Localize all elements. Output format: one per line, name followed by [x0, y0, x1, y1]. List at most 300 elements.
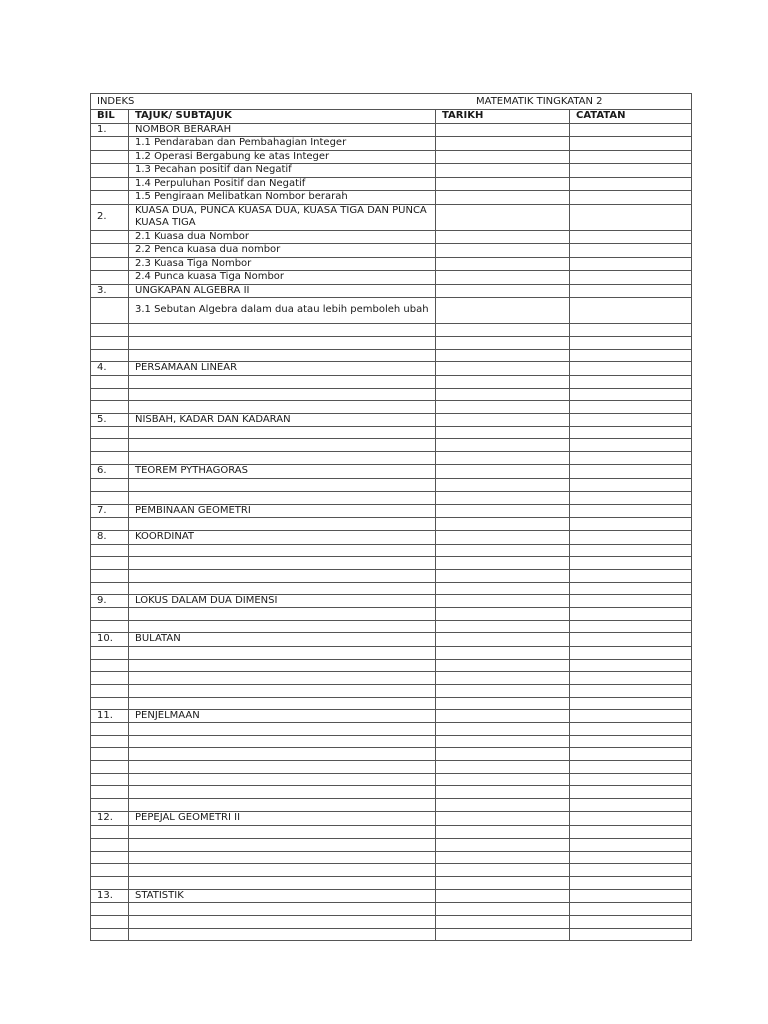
table-row	[91, 929, 692, 941]
notes-cell	[570, 786, 692, 799]
notes-cell	[570, 889, 692, 903]
topic-cell	[129, 427, 436, 439]
notes-cell	[570, 177, 692, 191]
table-row	[91, 659, 692, 671]
date-cell	[436, 594, 570, 608]
topic-cell	[129, 375, 436, 388]
notes-cell	[570, 150, 692, 164]
topic-cell	[129, 723, 436, 736]
topic-cell	[129, 851, 436, 863]
date-cell	[436, 621, 570, 633]
table-row	[91, 582, 692, 594]
bil-cell	[91, 271, 129, 285]
notes-cell	[570, 123, 692, 137]
table-row	[91, 916, 692, 929]
topic-cell: 1.4 Perpuluhan Positif dan Negatif	[129, 177, 436, 191]
topic-cell: NOMBOR BERARAH	[129, 123, 436, 137]
date-cell	[436, 413, 570, 427]
topic-cell: STATISTIK	[129, 889, 436, 903]
bil-cell	[91, 621, 129, 633]
notes-cell	[570, 375, 692, 388]
topic-cell	[129, 761, 436, 774]
table-row	[91, 684, 692, 697]
topic-cell	[129, 518, 436, 531]
table-row	[91, 851, 692, 863]
notes-cell	[570, 903, 692, 916]
table-row	[91, 786, 692, 799]
bil-cell: 7.	[91, 504, 129, 518]
notes-cell	[570, 452, 692, 465]
table-row	[91, 337, 692, 350]
table-row	[91, 594, 692, 608]
column-header-notes: CATATAN	[570, 110, 692, 124]
table-row	[91, 697, 692, 709]
notes-cell	[570, 350, 692, 362]
topic-cell: NISBAH, KADAR DAN KADARAN	[129, 413, 436, 427]
bil-cell	[91, 903, 129, 916]
bil-cell	[91, 324, 129, 337]
notes-cell	[570, 362, 692, 376]
date-cell	[436, 684, 570, 697]
table-row	[91, 350, 692, 362]
topic-cell: PEMBINAAN GEOMETRI	[129, 504, 436, 518]
date-cell	[436, 876, 570, 889]
notes-cell	[570, 582, 692, 594]
subject-title: MATEMATIK TINGKATAN 2	[476, 96, 603, 107]
topic-cell	[129, 608, 436, 621]
topic-cell	[129, 659, 436, 671]
date-cell	[436, 903, 570, 916]
date-cell	[436, 324, 570, 337]
topic-cell: PEPEJAL GEOMETRI II	[129, 812, 436, 826]
topic-cell	[129, 774, 436, 786]
topic-cell	[129, 697, 436, 709]
topic-cell: BULATAN	[129, 633, 436, 647]
table-row	[91, 137, 692, 151]
notes-cell	[570, 748, 692, 761]
table-row	[91, 164, 692, 178]
notes-cell	[570, 863, 692, 876]
notes-cell	[570, 518, 692, 531]
bil-cell	[91, 786, 129, 799]
date-cell	[436, 337, 570, 350]
index-table	[90, 93, 692, 941]
date-cell	[436, 177, 570, 191]
table-row	[91, 799, 692, 812]
table-row	[91, 825, 692, 838]
topic-cell: PERSAMAAN LINEAR	[129, 362, 436, 376]
bil-cell	[91, 659, 129, 671]
table-row	[91, 257, 692, 271]
notes-cell	[570, 838, 692, 851]
bil-cell	[91, 177, 129, 191]
table-row	[91, 298, 692, 324]
date-cell	[436, 388, 570, 400]
date-cell	[436, 608, 570, 621]
bil-cell	[91, 244, 129, 258]
table-row	[91, 413, 692, 427]
bil-cell	[91, 257, 129, 271]
notes-cell	[570, 812, 692, 826]
notes-cell	[570, 164, 692, 178]
date-cell	[436, 504, 570, 518]
date-cell	[436, 544, 570, 556]
topic-cell	[129, 671, 436, 684]
notes-cell	[570, 761, 692, 774]
topic-cell: KUASA DUA, PUNCA KUASA DUA, KUASA TIGA DAN PUNCA KUASA TIGA	[129, 204, 436, 230]
notes-cell	[570, 799, 692, 812]
bil-cell	[91, 838, 129, 851]
topic-cell	[129, 786, 436, 799]
date-cell	[436, 633, 570, 647]
notes-cell	[570, 697, 692, 709]
table-row	[91, 400, 692, 413]
notes-cell	[570, 723, 692, 736]
column-header-bil: BIL	[91, 110, 129, 124]
topic-cell: KOORDINAT	[129, 531, 436, 545]
notes-cell	[570, 504, 692, 518]
notes-cell	[570, 244, 692, 258]
date-cell	[436, 799, 570, 812]
notes-cell	[570, 709, 692, 723]
notes-cell	[570, 257, 692, 271]
date-cell	[436, 697, 570, 709]
table-row	[91, 504, 692, 518]
table-row	[91, 671, 692, 684]
notes-cell	[570, 191, 692, 205]
topic-cell: PENJELMAAN	[129, 709, 436, 723]
bil-cell	[91, 569, 129, 582]
bil-cell	[91, 799, 129, 812]
table-row	[91, 761, 692, 774]
date-cell	[436, 427, 570, 439]
notes-cell	[570, 825, 692, 838]
date-cell	[436, 362, 570, 376]
table-row	[91, 375, 692, 388]
index-document	[90, 93, 691, 941]
notes-cell	[570, 284, 692, 298]
date-cell	[436, 812, 570, 826]
bil-cell: 6.	[91, 465, 129, 479]
bil-cell	[91, 916, 129, 929]
date-cell	[436, 569, 570, 582]
notes-cell	[570, 400, 692, 413]
table-row	[91, 556, 692, 569]
notes-cell	[570, 916, 692, 929]
bil-cell	[91, 748, 129, 761]
notes-cell	[570, 633, 692, 647]
notes-cell	[570, 427, 692, 439]
table-row	[91, 150, 692, 164]
date-cell	[436, 123, 570, 137]
bil-cell: 4.	[91, 362, 129, 376]
date-cell	[436, 736, 570, 748]
topic-cell: 2.2 Penca kuasa dua nombor	[129, 244, 436, 258]
bil-cell	[91, 876, 129, 889]
table-row	[91, 518, 692, 531]
date-cell	[436, 452, 570, 465]
column-header-topic: TAJUK/ SUBTAJUK	[129, 110, 436, 124]
topic-cell	[129, 478, 436, 491]
topic-cell: LOKUS DALAM DUA DIMENSI	[129, 594, 436, 608]
topic-cell	[129, 684, 436, 697]
date-cell	[436, 465, 570, 479]
topic-cell	[129, 544, 436, 556]
date-cell	[436, 863, 570, 876]
topic-cell	[129, 569, 436, 582]
date-cell	[436, 439, 570, 452]
topic-cell	[129, 903, 436, 916]
bil-cell	[91, 723, 129, 736]
topic-cell	[129, 388, 436, 400]
table-row	[91, 608, 692, 621]
table-row	[91, 863, 692, 876]
date-cell	[436, 518, 570, 531]
bil-cell: 1.	[91, 123, 129, 137]
date-cell	[436, 257, 570, 271]
table-row	[91, 903, 692, 916]
table-row	[91, 876, 692, 889]
bil-cell: 13.	[91, 889, 129, 903]
notes-cell	[570, 684, 692, 697]
bil-cell	[91, 851, 129, 863]
notes-cell	[570, 659, 692, 671]
topic-cell	[129, 646, 436, 659]
bil-cell	[91, 684, 129, 697]
bil-cell	[91, 646, 129, 659]
bil-cell	[91, 491, 129, 504]
table-row	[91, 889, 692, 903]
index-label: INDEKS	[97, 96, 135, 107]
table-row	[91, 362, 692, 376]
notes-cell	[570, 439, 692, 452]
topic-cell	[129, 916, 436, 929]
notes-cell	[570, 594, 692, 608]
date-cell	[436, 929, 570, 941]
date-cell	[436, 748, 570, 761]
table-row	[91, 633, 692, 647]
date-cell	[436, 191, 570, 205]
date-cell	[436, 271, 570, 285]
notes-cell	[570, 137, 692, 151]
table-row	[91, 244, 692, 258]
notes-cell	[570, 569, 692, 582]
bil-cell: 8.	[91, 531, 129, 545]
topic-cell	[129, 748, 436, 761]
date-cell	[436, 350, 570, 362]
index-title-cell	[91, 94, 692, 110]
topic-cell	[129, 799, 436, 812]
table-row	[91, 388, 692, 400]
topic-cell: 1.3 Pecahan positif dan Negatif	[129, 164, 436, 178]
notes-cell	[570, 413, 692, 427]
table-row	[91, 191, 692, 205]
date-cell	[436, 400, 570, 413]
date-cell	[436, 709, 570, 723]
table-row	[91, 544, 692, 556]
topic-cell: TEOREM PYTHAGORAS	[129, 465, 436, 479]
notes-cell	[570, 465, 692, 479]
bil-cell: 12.	[91, 812, 129, 826]
table-row	[91, 452, 692, 465]
bil-cell: 3.	[91, 284, 129, 298]
date-cell	[436, 491, 570, 504]
notes-cell	[570, 876, 692, 889]
bil-cell	[91, 350, 129, 362]
notes-cell	[570, 851, 692, 863]
notes-cell	[570, 774, 692, 786]
topic-cell	[129, 582, 436, 594]
table-row	[91, 569, 692, 582]
topic-cell	[129, 825, 436, 838]
table-row	[91, 491, 692, 504]
table-row	[91, 123, 692, 137]
bil-cell	[91, 375, 129, 388]
bil-cell	[91, 439, 129, 452]
notes-cell	[570, 646, 692, 659]
bil-cell: 10.	[91, 633, 129, 647]
notes-cell	[570, 608, 692, 621]
table-row	[91, 271, 692, 285]
notes-cell	[570, 556, 692, 569]
date-cell	[436, 646, 570, 659]
table-row	[91, 621, 692, 633]
notes-cell	[570, 337, 692, 350]
date-cell	[436, 556, 570, 569]
notes-cell	[570, 324, 692, 337]
date-cell	[436, 659, 570, 671]
bil-cell: 2.	[91, 204, 129, 230]
table-row	[91, 478, 692, 491]
date-cell	[436, 786, 570, 799]
date-cell	[436, 531, 570, 545]
date-cell	[436, 150, 570, 164]
topic-cell: 2.4 Punca kuasa Tiga Nombor	[129, 271, 436, 285]
table-row	[91, 646, 692, 659]
topic-cell: 1.5 Pengiraan Melibatkan Nombor berarah	[129, 191, 436, 205]
bil-cell	[91, 388, 129, 400]
table-row	[91, 812, 692, 826]
table-row	[91, 709, 692, 723]
topic-cell: 1.2 Operasi Bergabung ke atas Integer	[129, 150, 436, 164]
topic-cell	[129, 324, 436, 337]
bil-cell	[91, 427, 129, 439]
date-cell	[436, 164, 570, 178]
table-row	[91, 465, 692, 479]
bil-cell	[91, 150, 129, 164]
notes-cell	[570, 531, 692, 545]
date-cell	[436, 916, 570, 929]
table-row	[91, 204, 692, 230]
date-cell	[436, 838, 570, 851]
date-cell	[436, 478, 570, 491]
bil-cell	[91, 452, 129, 465]
date-cell	[436, 284, 570, 298]
date-cell	[436, 298, 570, 324]
bil-cell	[91, 230, 129, 244]
table-row	[91, 748, 692, 761]
bil-cell	[91, 825, 129, 838]
topic-cell	[129, 556, 436, 569]
bil-cell: 9.	[91, 594, 129, 608]
bil-cell	[91, 582, 129, 594]
topic-cell	[129, 863, 436, 876]
topic-cell	[129, 400, 436, 413]
index-title-row	[91, 94, 692, 110]
notes-cell	[570, 478, 692, 491]
bil-cell	[91, 556, 129, 569]
table-row	[91, 736, 692, 748]
table-row	[91, 774, 692, 786]
date-cell	[436, 244, 570, 258]
table-row	[91, 439, 692, 452]
date-cell	[436, 761, 570, 774]
date-cell	[436, 723, 570, 736]
header-row	[91, 110, 692, 124]
bil-cell	[91, 608, 129, 621]
topic-cell	[129, 491, 436, 504]
column-header-date: TARIKH	[436, 110, 570, 124]
date-cell	[436, 671, 570, 684]
date-cell	[436, 137, 570, 151]
bil-cell	[91, 774, 129, 786]
topic-cell	[129, 876, 436, 889]
bil-cell	[91, 164, 129, 178]
table-row	[91, 177, 692, 191]
topic-cell: 1.1 Pendaraban dan Pembahagian Integer	[129, 137, 436, 151]
bil-cell	[91, 191, 129, 205]
table-row	[91, 230, 692, 244]
date-cell	[436, 375, 570, 388]
notes-cell	[570, 388, 692, 400]
topic-cell	[129, 439, 436, 452]
bil-cell	[91, 544, 129, 556]
bil-cell	[91, 761, 129, 774]
date-cell	[436, 204, 570, 230]
notes-cell	[570, 230, 692, 244]
notes-cell	[570, 298, 692, 324]
notes-cell	[570, 271, 692, 285]
bil-cell	[91, 736, 129, 748]
bil-cell	[91, 137, 129, 151]
topic-cell	[129, 452, 436, 465]
notes-cell	[570, 671, 692, 684]
notes-cell	[570, 491, 692, 504]
table-row	[91, 531, 692, 545]
bil-cell	[91, 929, 129, 941]
topic-cell	[129, 838, 436, 851]
topic-cell: 2.3 Kuasa Tiga Nombor	[129, 257, 436, 271]
date-cell	[436, 889, 570, 903]
topic-cell: 3.1 Sebutan Algebra dalam dua atau lebih pemboleh ubah	[129, 298, 436, 324]
table-row	[91, 324, 692, 337]
bil-cell	[91, 298, 129, 324]
date-cell	[436, 851, 570, 863]
notes-cell	[570, 929, 692, 941]
topic-cell	[129, 929, 436, 941]
notes-cell	[570, 204, 692, 230]
bil-cell: 11.	[91, 709, 129, 723]
bil-cell	[91, 400, 129, 413]
table-row	[91, 284, 692, 298]
bil-cell	[91, 863, 129, 876]
bil-cell	[91, 518, 129, 531]
bil-cell	[91, 478, 129, 491]
notes-cell	[570, 544, 692, 556]
date-cell	[436, 582, 570, 594]
bil-cell	[91, 697, 129, 709]
notes-cell	[570, 621, 692, 633]
